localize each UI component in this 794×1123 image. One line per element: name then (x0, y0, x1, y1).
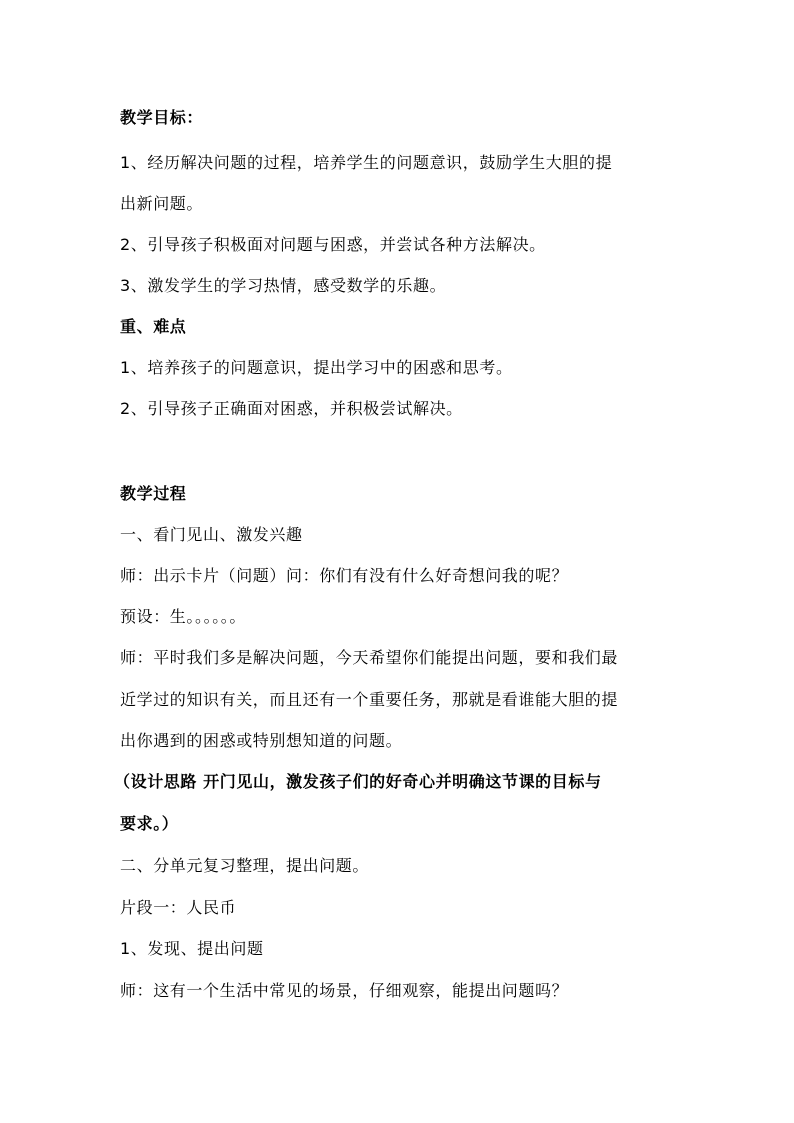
section-1-title: 一、看门见山、激发兴趣 (120, 525, 303, 544)
key-point-2: 2、引导孩子正确面对困惑，并积极尝试解决。 (120, 399, 463, 418)
step-1-title: 1、发现、提出问题 (120, 939, 264, 958)
section-2-title: 二、分单元复习整理，提出问题。 (120, 856, 370, 875)
preset-line: 预设：生。。。。。。 (120, 607, 247, 626)
teacher-line-1: 师：出示卡片（问题）问：你们有没有什么好奇想问我的呢？ (120, 566, 569, 585)
design-note-line-1: （设计思路 开门见山，激发孩子们的好奇心并明确这节课的目标与 (114, 772, 602, 791)
design-note-line-2: 要求。） (120, 814, 179, 833)
goal-1-line-2: 出新问题。 (120, 194, 204, 213)
teacher-line-2-part-1: 师：平时我们多是解决问题，今天希望你们能提出问题，要和我们最 (120, 648, 619, 667)
segment-1-title: 片段一：人民币 (120, 898, 237, 917)
goal-1-line-1: 1、经历解决问题的过程，培养学生的问题意识，鼓励学生大胆的提 (120, 153, 613, 172)
goal-3: 3、激发学生的学习热情，感受数学的乐趣。 (120, 276, 447, 295)
heading-teaching-process: 教学过程 (120, 484, 187, 503)
teacher-line-3: 师：这有一个生活中常见的场景，仔细观察，能提出问题吗？ (120, 981, 569, 1000)
heading-key-points: 重、难点 (120, 317, 187, 336)
key-point-1: 1、培养孩子的问题意识，提出学习中的困惑和思考。 (120, 358, 513, 377)
teacher-line-2-part-3: 出你遇到的困惑或特别想知道的问题。 (120, 731, 403, 750)
heading-teaching-goals: 教学目标： (120, 108, 204, 127)
goal-2: 2、引导孩子积极面对问题与困惑，并尝试各种方法解决。 (120, 235, 546, 254)
teacher-line-2-part-2: 近学过的知识有关，而且还有一个重要任务，那就是看谁能大胆的提 (120, 690, 619, 709)
